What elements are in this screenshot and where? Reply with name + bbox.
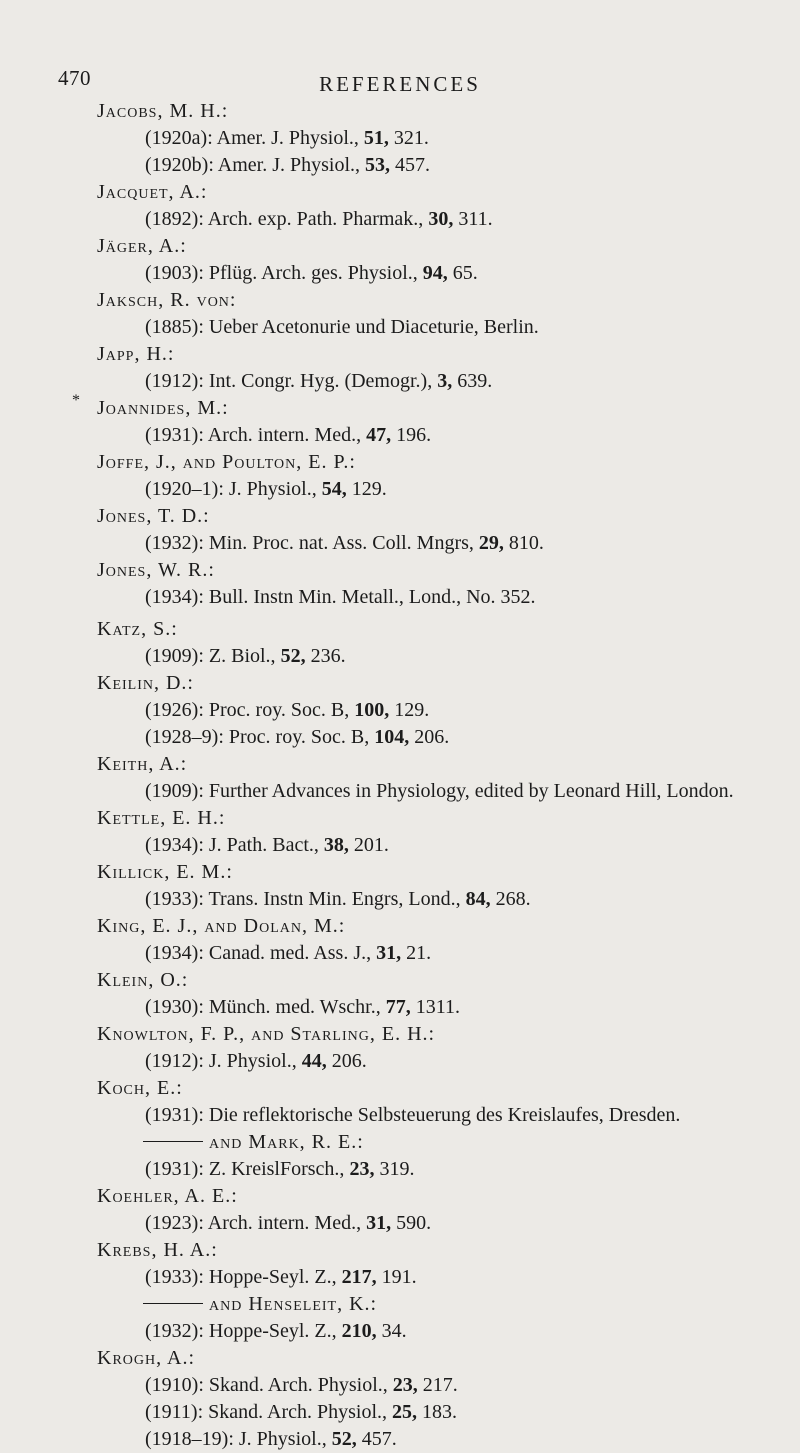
ref-source: Proc. roy. Soc. B,	[228, 726, 370, 748]
author-line	[97, 98, 787, 125]
author-line	[97, 913, 787, 940]
ref-page: 457.	[361, 1428, 397, 1450]
author-name: Jones, W. R.:	[97, 559, 215, 581]
ref-page: 183.	[422, 1401, 458, 1423]
ref-page: 129.	[394, 699, 430, 721]
ref-year: (1933):	[145, 888, 204, 910]
ref-year: (1918–19):	[145, 1428, 234, 1450]
ref-source: Arch. intern. Med.,	[207, 1212, 362, 1234]
reference-line	[97, 1318, 787, 1345]
ditto-dash	[143, 1141, 203, 1142]
ref-page: 196.	[396, 424, 432, 446]
ref-page: 321.	[393, 127, 429, 149]
author-name: Jones, T. D.:	[97, 505, 210, 527]
author-line	[97, 287, 787, 314]
ref-volume: 31,	[376, 942, 402, 964]
ref-page: 34.	[381, 1320, 407, 1342]
ditto-dash	[143, 1303, 203, 1304]
ref-year: (1885):	[145, 316, 204, 338]
ref-source: J. Physiol.,	[228, 478, 317, 500]
reference-line	[97, 530, 787, 557]
author-name: Krebs, H. A.:	[97, 1239, 218, 1261]
ref-source: Trans. Instn Min. Engrs, Lond.,	[208, 888, 461, 910]
author-name: Jacobs, M. H.:	[97, 100, 229, 122]
ref-source: Bull. Instn Min. Metall., Lond., No. 352.	[208, 586, 536, 608]
page-title: REFERENCES	[319, 72, 481, 96]
ref-source: J. Path. Bact.,	[208, 834, 319, 856]
ref-page: 217.	[422, 1374, 458, 1396]
references-section-k	[97, 616, 787, 1453]
ref-source: Ueber Acetonurie und Diaceturie, Berlin.	[208, 316, 539, 338]
ref-volume: 77,	[385, 996, 411, 1018]
ref-page: 206.	[331, 1050, 367, 1072]
ref-source: Int. Congr. Hyg. (Demogr.),	[208, 370, 433, 392]
ref-source: Münch. med. Wschr.,	[208, 996, 381, 1018]
ref-source: Die reflektorische Selbsteuerung des Kreislaufes, Dresden.	[208, 1104, 681, 1126]
ref-source: Pflüg. Arch. ges. Physiol.,	[208, 262, 418, 284]
ref-volume: 29,	[478, 532, 504, 554]
author-name: Kettle, E. H.:	[97, 807, 226, 829]
ref-year: (1923):	[145, 1212, 204, 1234]
ref-year: (1909):	[145, 645, 204, 667]
author-line	[97, 859, 787, 886]
ref-source: Arch. intern. Med.,	[207, 424, 362, 446]
ref-source: Canad. med. Ass. J.,	[208, 942, 372, 964]
ref-volume: 23,	[349, 1158, 375, 1180]
author-line	[97, 557, 787, 584]
ref-page: 311.	[458, 208, 493, 230]
ref-source: Amer. J. Physiol.,	[216, 127, 359, 149]
ref-page: 1311.	[415, 996, 460, 1018]
ref-page: 21.	[406, 942, 432, 964]
reference-line	[97, 886, 787, 913]
ref-volume: 84,	[465, 888, 491, 910]
ref-source: Proc. roy. Soc. B,	[208, 699, 350, 721]
author-name: and Mark, R. E.:	[209, 1131, 364, 1153]
author-name: Krogh, A.:	[97, 1347, 196, 1369]
author-name: Katz, S.:	[97, 618, 178, 640]
ref-year: (1909):	[145, 780, 204, 802]
author-line	[97, 967, 787, 994]
author-name: Knowlton, F. P., and Starling, E. H.:	[97, 1023, 436, 1045]
ref-year: (1903):	[145, 262, 204, 284]
ref-page: 236.	[310, 645, 346, 667]
reference-line	[97, 1156, 787, 1183]
ref-year: (1931):	[145, 424, 204, 446]
author-line	[97, 805, 787, 832]
author-line	[97, 1021, 787, 1048]
ref-volume: 52,	[280, 645, 306, 667]
author-line	[97, 1237, 787, 1264]
reference-line	[97, 260, 787, 287]
reference-line	[97, 584, 787, 611]
ref-page: 201.	[353, 834, 389, 856]
reference-line	[97, 1210, 787, 1237]
reference-line	[97, 1264, 787, 1291]
ref-source: Skand. Arch. Physiol.,	[208, 1374, 388, 1396]
margin-mark: *	[72, 392, 80, 409]
reference-line	[97, 1399, 787, 1426]
author-line	[97, 1183, 787, 1210]
ref-volume: 52,	[331, 1428, 357, 1450]
author-line	[97, 341, 787, 368]
author-line	[97, 1345, 787, 1372]
ref-year: (1920b):	[145, 154, 214, 176]
reference-line	[97, 476, 787, 503]
reference-line	[97, 778, 787, 805]
ref-page: 319.	[379, 1158, 415, 1180]
ref-year: (1912):	[145, 1050, 204, 1072]
ref-volume: 210,	[341, 1320, 377, 1342]
reference-line	[97, 368, 787, 395]
author-name: Joannides, M.:	[97, 397, 229, 419]
author-name: Klein, O.:	[97, 969, 189, 991]
reference-line	[97, 125, 787, 152]
author-line	[97, 1291, 787, 1318]
ref-volume: 104,	[374, 726, 410, 748]
ref-source: Hoppe-Seyl. Z.,	[208, 1320, 337, 1342]
ref-source: Amer. J. Physiol.,	[217, 154, 361, 176]
page-number: 470	[58, 66, 91, 90]
ref-year: (1934):	[145, 942, 204, 964]
author-name: Killick, E. M.:	[97, 861, 233, 883]
reference-line	[97, 206, 787, 233]
ref-year: (1912):	[145, 370, 204, 392]
reference-line	[97, 724, 787, 751]
ref-year: (1910):	[145, 1374, 204, 1396]
ref-page: 268.	[495, 888, 531, 910]
author-line	[97, 179, 787, 206]
author-name: Jäger, A.:	[97, 235, 187, 257]
ref-year: (1930):	[145, 996, 204, 1018]
references-section-j	[97, 98, 787, 611]
reference-line	[97, 422, 787, 449]
author-line	[97, 503, 787, 530]
ref-volume: 51,	[363, 127, 389, 149]
author-name: Koehler, A. E.:	[97, 1185, 238, 1207]
reference-line	[97, 832, 787, 859]
author-line	[97, 1075, 787, 1102]
ref-year: (1931):	[145, 1158, 204, 1180]
author-line	[97, 1129, 787, 1156]
author-name: Joffe, J., and Poulton, E. P.:	[97, 451, 356, 473]
author-name: and Henseleit, K.:	[209, 1293, 378, 1315]
ref-page: 590.	[396, 1212, 432, 1234]
ref-year: (1911):	[145, 1401, 204, 1423]
ref-source: Hoppe-Seyl. Z.,	[208, 1266, 337, 1288]
ref-page: 129.	[351, 478, 387, 500]
ref-volume: 44,	[301, 1050, 327, 1072]
ref-year: (1926):	[145, 699, 204, 721]
author-line	[97, 670, 787, 697]
ref-source: Z. KreislForsch.,	[208, 1158, 345, 1180]
ref-year: (1920a):	[145, 127, 213, 149]
ref-volume: 23,	[392, 1374, 418, 1396]
reference-line	[97, 1102, 787, 1129]
ref-source: Further Advances in Physiology, edited by Leonard Hill, London.	[208, 780, 734, 802]
ref-volume: 3,	[437, 370, 453, 392]
ref-year: (1934):	[145, 586, 204, 608]
author-name: Japp, H.:	[97, 343, 175, 365]
author-name: King, E. J., and Dolan, M.:	[97, 915, 346, 937]
reference-line	[97, 152, 787, 179]
ref-source: Z. Biol.,	[208, 645, 276, 667]
ref-volume: 100,	[354, 699, 390, 721]
ref-volume: 47,	[366, 424, 392, 446]
author-line	[97, 233, 787, 260]
author-line	[97, 395, 787, 422]
ref-year: (1932):	[145, 1320, 204, 1342]
author-line	[97, 449, 787, 476]
ref-source: Min. Proc. nat. Ass. Coll. Mngrs,	[208, 532, 474, 554]
reference-line	[97, 940, 787, 967]
ref-page: 206.	[414, 726, 450, 748]
reference-line	[97, 697, 787, 724]
reference-line	[97, 643, 787, 670]
ref-page: 639.	[457, 370, 493, 392]
ref-year: (1932):	[145, 532, 204, 554]
author-line	[97, 751, 787, 778]
ref-year: (1920–1):	[145, 478, 224, 500]
ref-source: Arch. exp. Path. Pharmak.,	[207, 208, 424, 230]
author-name: Jacquet, A.:	[97, 181, 208, 203]
ref-volume: 31,	[366, 1212, 392, 1234]
reference-line	[97, 1048, 787, 1075]
reference-line	[97, 1372, 787, 1399]
ref-year: (1933):	[145, 1266, 204, 1288]
reference-line	[97, 994, 787, 1021]
ref-volume: 217,	[341, 1266, 377, 1288]
author-name: Jaksch, R. von:	[97, 289, 237, 311]
reference-line	[97, 314, 787, 341]
author-name: Keith, A.:	[97, 753, 188, 775]
ref-year: (1931):	[145, 1104, 204, 1126]
ref-volume: 38,	[323, 834, 349, 856]
reference-line	[97, 1426, 787, 1453]
ref-page: 457.	[395, 154, 431, 176]
ref-source: Skand. Arch. Physiol.,	[208, 1401, 388, 1423]
ref-page: 191.	[381, 1266, 417, 1288]
ref-volume: 53,	[365, 154, 391, 176]
ref-year: (1928–9):	[145, 726, 224, 748]
ref-volume: 30,	[428, 208, 454, 230]
ref-volume: 54,	[321, 478, 347, 500]
author-name: Keilin, D.:	[97, 672, 194, 694]
ref-volume: 25,	[392, 1401, 418, 1423]
ref-year: (1934):	[145, 834, 204, 856]
ref-year: (1892):	[145, 208, 204, 230]
author-name: Koch, E.:	[97, 1077, 183, 1099]
ref-source: J. Physiol.,	[208, 1050, 297, 1072]
ref-page: 65.	[452, 262, 478, 284]
ref-volume: 94,	[422, 262, 448, 284]
ref-page: 810.	[508, 532, 544, 554]
author-line	[97, 616, 787, 643]
ref-source: J. Physiol.,	[238, 1428, 327, 1450]
